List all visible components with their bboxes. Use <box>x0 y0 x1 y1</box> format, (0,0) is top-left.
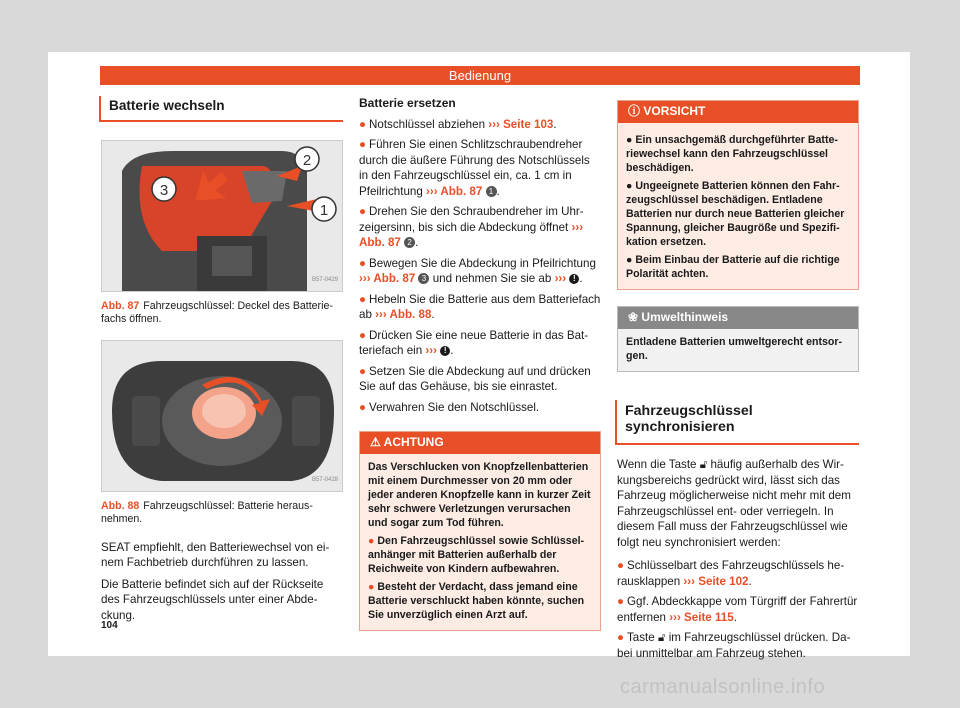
section-title-sync: Fahrzeugschlüssel synchronisieren <box>615 400 859 445</box>
caution-body <box>618 123 858 289</box>
key-cover-illustration <box>102 141 343 292</box>
list-item: ● Drücken Sie eine neue Batterie in das Batteriefach ein ››› ! . <box>359 328 589 357</box>
list-item: ● Den Fahrzeugschlüssel sowie Schlüsselanhänger mit Batterien außerhalb der Reichweite von Kindern aufbewahren. <box>368 535 585 575</box>
exclamation-badge-icon[interactable]: ! <box>569 274 579 284</box>
page-link[interactable]: ››› Seite 102 <box>683 574 749 588</box>
figure-code: B57-0428 <box>311 477 338 483</box>
column-middle <box>359 96 601 631</box>
list-item: ● Taste 🔓︎ im Fahrzeugschlüssel drücken. Dabei unmittelbar am Fahrzeug stehen. <box>617 631 851 660</box>
caution-header <box>618 101 858 123</box>
warning-triangle-icon: ⚠ <box>370 435 381 449</box>
warning-header <box>360 432 600 454</box>
callout-badge: 2 <box>404 237 415 248</box>
warning-box <box>359 431 601 631</box>
watermark: carmanualsonline.info <box>620 676 826 698</box>
callout-badge: 1 <box>486 186 497 197</box>
figure-link[interactable]: ››› Abb. 87 <box>359 220 584 249</box>
unlock-icon: 🔓︎ <box>699 458 708 471</box>
environment-title: Umwelthinweis <box>641 310 729 324</box>
flower-icon: ❀ <box>628 310 639 324</box>
callout-3: 3 <box>159 181 169 199</box>
figure-link[interactable]: ››› Abb. 88 <box>375 308 432 321</box>
paragraph: SEAT empfiehlt, den Batteriewechsel von einem Fachbetrieb durchführen zu lassen. <box>101 540 330 569</box>
paragraph: Wenn die Taste 🔓︎ häufig außerhalb des Wirkungsbereichs gedrückt wird, lässt sich das Fahrzeug möglicherweise nicht mehr mit dem Fahrzeugschlüssel ent- oder verriegeln. In diesem Fall muss der Fahrzeugschlüssel wie folgt neu synchronisiert werden: <box>617 458 851 549</box>
figure-88 <box>101 340 343 492</box>
list-item: ● Ungeeignete Batterien können den Fahrzeugschlüssel beschädigen. Entladene Batterien nur durch neue Batterien gleicher Spannung, gleicher Baugröße und Spezifikation ersetzen. <box>626 180 845 248</box>
list-item: ● Besteht der Verdacht, dass jemand eine Batterie verschluckt haben könnte, suchen Sie unverzüglich einen Arzt auf. <box>368 581 585 621</box>
section-title-battery: Batterie wechseln <box>99 96 343 122</box>
info-circle-icon: ⓘ <box>628 104 641 118</box>
unlock-icon: 🔓︎ <box>657 631 666 644</box>
list-item: ● Schlüsselbart des Fahrzeugschlüssels herausklappen ››› Seite 102. <box>617 559 845 588</box>
page-number: 104 <box>101 620 118 631</box>
list-item: ● Führen Sie einen Schlitzschraubendreher durch die äußere Führung des Notschlüssels in den Fahrzeugschlüssel ein, ca. 1 cm in Pfeilrichtung ››› Abb. 87 1 . <box>359 138 590 198</box>
warning-intro: Das Verschlucken von Knopfzellenbatterien mit einem Durchmesser von 20 mm oder jeder anderen Knopfzelle kann in kurzer Zeit sehr schwere Verletzungen verursachen und sogar zum Tod führen. <box>368 461 591 529</box>
list-item: ● Setzen Sie die Abdeckung auf und drücken Sie auf das Gehäuse, bis sie einrastet. <box>359 364 591 393</box>
page-link[interactable]: ››› Seite 115 <box>669 610 734 624</box>
exclamation-badge-icon[interactable]: ! <box>440 346 450 356</box>
environment-body: Entladene Batterien umweltgerecht entsorgen. <box>626 336 843 362</box>
list-item: ● Hebeln Sie die Batterie aus dem Batteriefach ab ››› Abb. 88. <box>359 292 601 321</box>
warning-title: ACHTUNG <box>383 435 444 449</box>
caption-text: Fahrzeugschlüssel: Deckel des Batteriefachs öffnen. <box>101 299 333 325</box>
figure-link[interactable]: ››› Abb. 87 <box>359 272 416 285</box>
list-item: ● Verwahren Sie den Notschlüssel. <box>359 400 540 414</box>
caption-text: Fahrzeugschlüssel: Batterie herausnehmen. <box>101 499 313 525</box>
figure-88-caption <box>101 500 343 526</box>
warning-body <box>360 454 600 630</box>
list-item: ● Ein unsachgemäß durchgeführter Batteriewechsel kann den Fahrzeugschlüssel beschädigen. <box>626 134 838 174</box>
figure-code: B57-0429 <box>311 277 338 283</box>
figure-label: Abb. 88 <box>101 499 140 512</box>
list-item: ● Drehen Sie den Schraubendreher im Uhrzeigersinn, bis sich die Abdeckung öffnet ››› Abb. 87 2 . <box>359 205 584 249</box>
caution-title: VORSICHT <box>643 104 706 118</box>
battery-removal-illustration <box>102 341 343 492</box>
list-item: ● Bewegen Sie die Abdeckung in Pfeilrichtung ››› Abb. 87 3 und nehmen Sie sie ab ››› ! . <box>359 256 596 285</box>
list-item: ● Notschlüssel abziehen ››› Seite 103. <box>359 117 557 131</box>
subtitle-replace-battery: Batterie ersetzen <box>359 96 456 110</box>
list-item: ● Beim Einbau der Batterie auf die richtige Polarität achten. <box>626 254 840 280</box>
callout-1: 1 <box>319 201 329 219</box>
callout-2: 2 <box>302 151 312 169</box>
column-right <box>617 96 859 661</box>
figure-link[interactable]: ››› Abb. 87 <box>426 184 483 198</box>
environment-box <box>617 306 859 372</box>
caution-box <box>617 100 859 290</box>
callout-badge: 3 <box>418 273 429 284</box>
list-item: ● Ggf. Abdeckkappe vom Türgriff der Fahrertür entfernen ››› Seite 115. <box>617 595 858 624</box>
figure-87-caption <box>101 300 343 326</box>
section-header: Bedienung <box>100 66 860 85</box>
page-link[interactable]: ››› Seite 103 <box>488 117 554 131</box>
environment-header <box>618 307 858 329</box>
figure-87 <box>101 140 343 292</box>
figure-label: Abb. 87 <box>101 299 140 312</box>
column-left <box>101 96 343 623</box>
paragraph: Die Batterie befindet sich auf der Rückseite des Fahrzeugschlüssels unter einer Abdeckung. <box>101 577 324 622</box>
